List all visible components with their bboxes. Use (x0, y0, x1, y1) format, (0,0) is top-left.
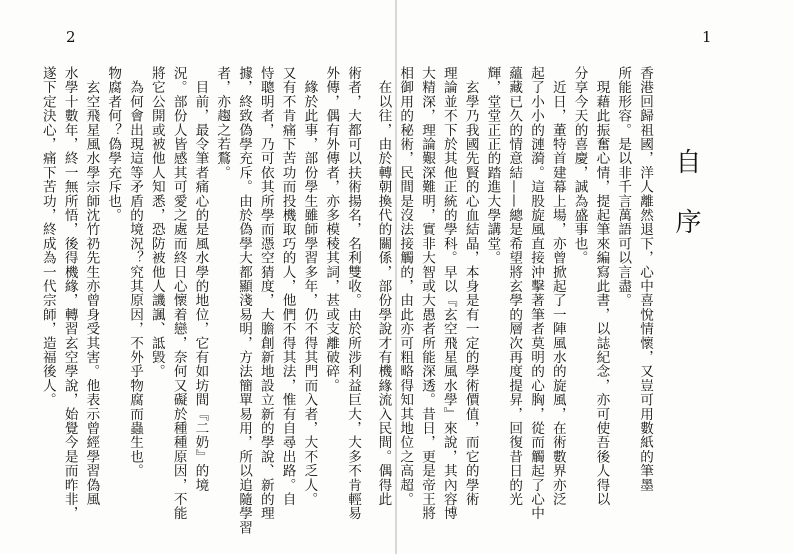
left-text-column: 為何會出現這等矛盾的境況？究其原因，不外乎物腐而蟲生也。 (127, 66, 144, 478)
left-text-column: 恃聰明者，乃可依其所學而憑空猜度，大膽創新地設立新的學說、新的理 (257, 66, 274, 521)
left-text-column: 外傳，偶有外傳者，亦多模稜其詞，甚或支離破碎。 (323, 66, 340, 393)
right-text-column: 分享今天的喜慶，誠為盛事也。 (571, 66, 588, 265)
left-text-column: 目前，最令筆者痛心的是風水學的地位，它有如坊間『二奶』的境 (192, 66, 209, 492)
right-text-column: 所能形容。是以非千言萬語可以言盡。 (615, 66, 632, 308)
left-text-column: 緣於此事，部份學生雖師學習多年，仍不得其門而入者，大不乏人。 (301, 66, 318, 507)
left-text-column: 者，亦趨之若鶩。 (214, 66, 231, 180)
right-text-column: 相御用的秘術，民間是沒法接觸的，由此亦可粗略得知其地位之高超。 (397, 66, 414, 507)
right-text-column: 香港回歸祖國，洋人離然退下，心中喜悅情懷，又豈可用數紙的筆墨 (637, 66, 653, 492)
left-text-column: 況。部份人皆感其可愛之處而終日心懷着戀，奈何又礙於種種原因，不能 (170, 66, 187, 521)
right-page-number: 1 (702, 28, 713, 46)
right-text-column: 起了小小的漣漪。這股旋風直接沖擊著筆者莫明的心胸，從而觸起了心中 (528, 66, 545, 521)
left-page-body (36, 66, 363, 535)
left-text-column: 將它公開或被他人知悉，恐防被他人譏諷、詆毀。 (148, 66, 165, 379)
right-text-column: 玄學乃我國先賢的心血結晶，本身是有一定的學術價值，而它的學術 (462, 66, 479, 507)
left-text-column: 玄空飛星風水學宗師沈竹礽先生亦曾身受其害。他表示曾經學習偽風 (83, 66, 100, 507)
right-text-column: 在以往，由於轉朝換代的關係，部份學說才有機緣流入民間。偶得此 (375, 66, 392, 507)
left-text-column: 遂下定決心，痛下苦功，終成為一代宗師，造福後人。 (39, 66, 56, 407)
right-text-column: 輝，堂堂正正的踏進大學講堂。 (484, 66, 501, 265)
left-text-column: 物腐者何？偽學充斥也。 (105, 66, 122, 223)
left-text-column: 又有不肯痛下苦功而投機取巧的人，他們不得其法，惟有自尋出路。自 (279, 66, 296, 507)
right-page-body (372, 66, 655, 521)
left-text-column: 術者，大都可以扶術揚名，名利雙收。由於所涉利益巨大，大多不肯輕易 (345, 66, 361, 521)
preface-title: 自序 (671, 148, 701, 268)
right-text-column: 理論並不下於其他正統的學科。早以『玄空飛星風水學』來說，其內容博 (440, 66, 457, 521)
right-text-column: 大精深，理論艱深難明，實非大智或大愚者所能深透。昔日，更是帝王將 (419, 66, 436, 521)
right-text-column: 現藉此振奮心情，提起筆來編寫此書，以誌紀念，亦可使吾後人得以 (593, 66, 610, 507)
right-text-column: 蘊藏已久的情意結——總是希望將玄學的層次再度提昇，回復昔日的光 (506, 66, 523, 507)
left-text-column: 據，終致偽學充斥。由於偽學大都顯淺易明，方法簡單易用，所以追隨學習 (236, 66, 253, 535)
left-page-number: 2 (66, 28, 77, 46)
right-text-column: 近日，董特首建幕上場，亦曾掀起了一陣風水的旋風，在術數界亦泛 (549, 66, 566, 507)
left-text-column: 水學十數年，終一無所悟，後得機緣，轉習玄空學說，始覺今是而昨非， (61, 66, 78, 521)
